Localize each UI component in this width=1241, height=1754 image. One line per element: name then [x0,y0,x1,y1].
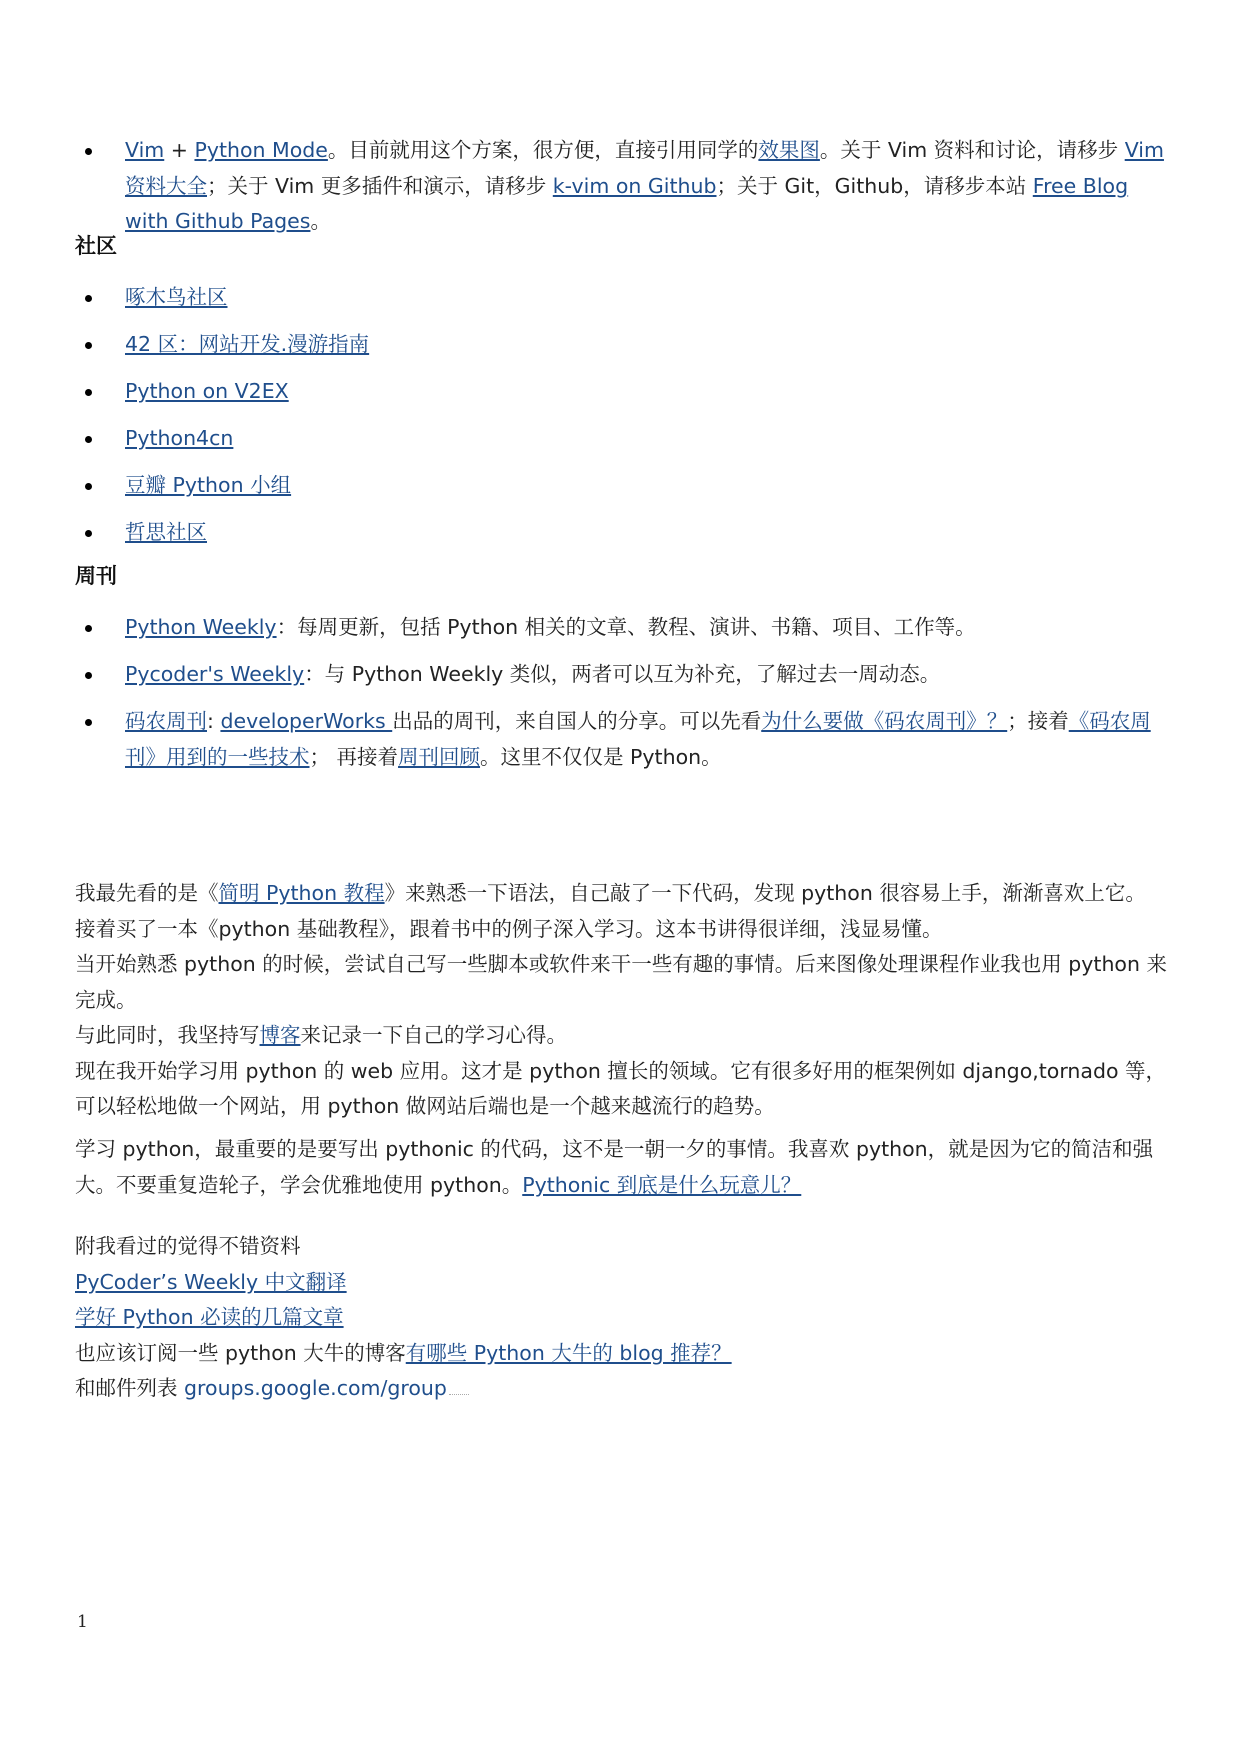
resources-intro: 附我看过的觉得不错资料 [75,1234,301,1258]
story-text: 也应该订阅一些 python 大牛的博客 [75,1340,406,1365]
story-paragraph-1 [75,876,1175,1125]
story-text: 来记录一下自己的学习心得。 [300,1023,567,1047]
weekly-review-link[interactable]: 周刊回顾 [398,744,481,769]
weekly-item-text: ； 再接着 [309,744,399,769]
bullet-icon [85,625,92,632]
story-line: 现在我开始学习用 python 的 web 应用。这才是 python 擅长的领域。它有很多好用的框架例如 django,tornado 等，可以轻松地做一个网站，用 python 做网站后端也是一个越来越流行的趋势。 [75,1058,1167,1118]
weekly-list [75,610,1175,775]
vim-resources-link[interactable]: Vim 资料大全 [125,138,1164,198]
story-paragraph-2 [75,1132,1175,1203]
bullet-icon [85,148,92,155]
page-number: 1 [77,1612,88,1632]
free-blog-link[interactable]: Free Blog with Github Pages [125,173,1129,233]
community-link-zeuux[interactable]: 哲思社区 [125,520,207,544]
story-line: 接着买了一本《python 基础教程》，跟着书中的例子深入学习。这本书讲得很详细，浅显易懂。 [75,916,943,941]
community-heading: 社区 [75,234,117,258]
pycoders-weekly-link[interactable]: Pycoder's Weekly [125,662,305,686]
resources-line [75,1336,1175,1372]
bullet-icon [85,295,92,302]
community-item [75,280,1175,327]
effect-image-link[interactable]: 效果图 [758,138,820,162]
python-mode-link[interactable]: Python Mode [194,138,328,162]
vim-text-3: ；关于 Vim 更多插件和演示，请移步 [207,173,553,198]
weekly-colon: : [207,709,221,733]
story-text: 和邮件列表 [75,1376,185,1400]
community-link-woodpecker[interactable]: 啄木鸟社区 [125,285,228,309]
python-weekly-link[interactable]: Python Weekly [125,615,277,639]
truncation-dots [449,1394,469,1395]
bullet-icon [85,342,92,349]
plus-text: + [164,138,195,162]
resources-line [75,1371,1175,1407]
pycoders-translation-link[interactable]: PyCoder’s Weekly 中文翻译 [75,1269,347,1294]
why-manong-link[interactable]: 为什么要做《码农周刊》？ [761,709,1008,733]
must-read-articles-link[interactable]: 学好 Python 必读的几篇文章 [75,1305,344,1329]
community-link-v2ex[interactable]: Python on V2EX [125,379,289,403]
bullet-icon [85,483,92,490]
community-item [75,374,1175,421]
community-item [75,421,1175,468]
google-groups-link[interactable]: groups.google.com/group [184,1376,447,1400]
weekly-item-text: 出品的周刊，来自国人的分享。可以先看 [392,709,762,733]
story-text: 》来熟悉一下语法，自己敲了一下代码，发现 python 很容易上手，渐渐喜欢上它。 [384,881,1146,905]
vim-text-1: 。目前就用这个方案，很方便，直接引用同学的 [327,138,759,162]
story-line: 当开始熟悉 python 的时候，尝试自己写一些脚本或软件来干一些有趣的事情。后来图像处理课程作业我也用 python 来完成。 [75,952,1167,1012]
community-item [75,327,1175,374]
bullet-icon [85,530,92,537]
story-text: 我最先看的是《 [75,881,219,905]
community-link-python4cn[interactable]: Python4cn [125,426,234,450]
manong-tech-link[interactable]: 《码农周刊》用到的一些技术 [125,709,1151,769]
story-text: 学习 python，最重要的是要写出 pythonic 的代码，这不是一朝一夕的事情。我喜欢 python，就是因为它的简洁和强大。不要重复造轮子，学会优雅地使用 python。 [75,1137,1154,1197]
weekly-heading: 周刊 [75,564,117,588]
manong-weekly-link[interactable]: 码农周刊 [125,709,207,733]
weekly-item [75,610,1175,657]
concise-python-tutorial-link[interactable]: 简明 Python 教程 [218,881,385,905]
story-text: 与此同时，我坚持写 [75,1023,260,1047]
python-blogs-link[interactable]: 有哪些 Python 大牛的 blog 推荐？ [405,1340,732,1365]
vim-text-5: 。 [310,209,331,233]
community-list [75,280,1175,562]
resources-line [75,1300,1175,1336]
developerworks-link[interactable]: developerWorks [220,709,393,733]
weekly-item-text: 。这里不仅仅是 Python。 [480,744,722,769]
community-item [75,515,1175,562]
vim-text-4: ；关于 Git，Github，请移步本站 [716,173,1033,198]
story-line [75,1018,1175,1054]
community-item [75,468,1175,515]
weekly-item-text: ；接着 [1007,709,1069,733]
pythonic-link[interactable]: Pythonic 到底是什么玩意儿？ [522,1172,802,1197]
weekly-item [75,657,1175,704]
vim-list-item [75,133,1175,240]
vim-list [75,133,1175,240]
weekly-item-text: ：每周更新，包括 Python 相关的文章、教程、演讲、书籍、项目、工作等。 [276,615,976,639]
weekly-item [75,704,1175,775]
community-link-42qu[interactable]: 42 区：网站开发.漫游指南 [125,332,370,356]
story-line [75,876,1175,912]
weekly-item-text: ：与 Python Weekly 类似，两者可以互为补充，了解过去一周动态。 [304,662,941,686]
bullet-icon [85,672,92,679]
vim-link[interactable]: Vim [125,138,165,162]
resources-line [75,1265,1175,1301]
resources-paragraph [75,1229,1175,1407]
blog-link[interactable]: 博客 [259,1023,301,1047]
bullet-icon [85,436,92,443]
community-link-douban[interactable]: 豆瓣 Python 小组 [125,473,292,497]
bullet-icon [85,719,92,726]
vim-text-2: 。关于 Vim 资料和讨论，请移步 [819,138,1125,162]
bullet-icon [85,389,92,396]
k-vim-link[interactable]: k-vim on Github [552,173,717,198]
